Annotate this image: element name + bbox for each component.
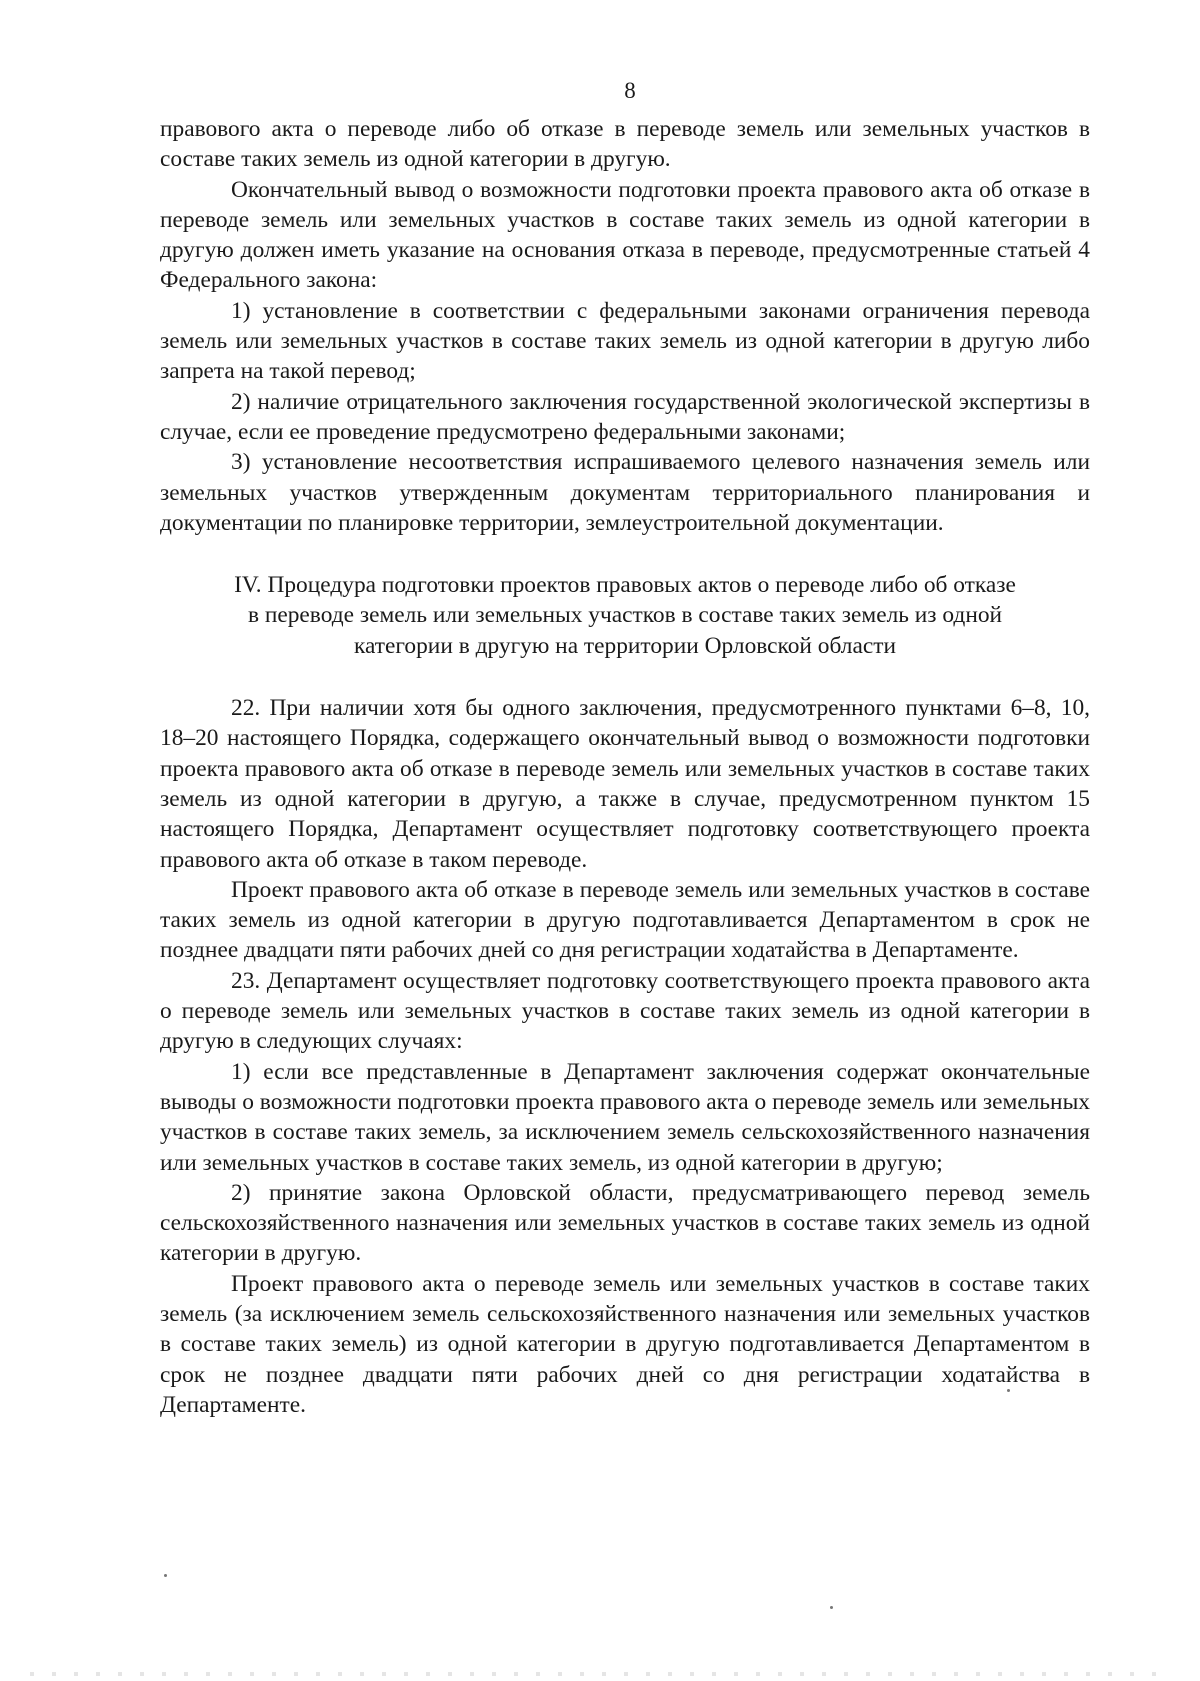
scan-speck bbox=[1007, 1389, 1010, 1392]
list-item: 2) наличие отрицательного заключения государственной экологической экспертизы в случае, если ее проведение предусмотрено федеральными законами; bbox=[160, 388, 1090, 445]
section-heading bbox=[160, 562, 1090, 669]
scan-speck bbox=[164, 1574, 167, 1577]
section-heading-line: в переводе земель или земельных участков в составе таких земель из одной bbox=[247, 602, 1003, 629]
list-item: 1) если все представленные в Департамент заключения содержат окончательные выводы о возможности подготовки проекта правового акта о переводе земель или земельных участков в составе таких земель, за исключением земель сельскохозяйственного назначения или земельных участков в составе таких земель, из одной категории в другую; bbox=[160, 1058, 1090, 1176]
page-number: 8 bbox=[624, 78, 636, 103]
section-heading-line: IV. Процедура подготовки проектов правовых актов о переводе либо об отказе bbox=[234, 572, 1016, 599]
scan-speck bbox=[830, 1606, 833, 1609]
paragraph: Проект правового акта об отказе в переводе земель или земельных участков в составе таких земель из одной категории в другую подготавливается Департаментом в срок не позднее двадцати пяти рабочих дней со дня регистрации ходатайства в Департаменте. bbox=[160, 876, 1090, 964]
paragraph: Проект правового акта о переводе земель или земельных участков в составе таких земель (за исключением земель сельскохозяйственного назначения или земельных участков в составе таких земель) из одной категории в другую подготавливается Департаментом в срок не позднее двадцати пяти рабочих дней со дня регистрации ходатайства в Департаменте. bbox=[160, 1270, 1090, 1418]
paragraph: Окончательный вывод о возможности подготовки проекта правового акта об отказе в переводе земель или земельных участков в составе таких земель из одной категории в другую должен иметь указание на основания отказа в переводе, предусмотренные статьей 4 Федерального закона: bbox=[160, 176, 1090, 294]
scan-edge-noise bbox=[30, 1672, 1170, 1676]
document-body bbox=[160, 114, 1090, 1420]
list-item: 2) принятие закона Орловской области, предусматривающего перевод земель сельскохозяйственного назначения или земельных участков в составе таких земель из одной категории в другую. bbox=[160, 1179, 1090, 1267]
list-item: 3) установление несоответствия испрашиваемого целевого назначения земель или земельных участков утвержденным документам территориального планирования и документации по планировке территории, землеустроительной документации. bbox=[160, 449, 1090, 536]
list-item: 1) установление в соответствии с федеральными законами ограничения перевода земель или земельных участков в составе таких земель из одной категории в другую либо запрета на такой перевод; bbox=[160, 297, 1090, 385]
paragraph: 23. Департамент осуществляет подготовку соответствующего проекта правового акта о переводе земель или земельных участков в составе таких земель из одной категории в другую в следующих случаях: bbox=[160, 967, 1090, 1055]
section-heading-line: категории в другую на территории Орловской области bbox=[354, 632, 896, 659]
paragraph: 22. При наличии хотя бы одного заключения, предусмотренного пунктами 6–8, 10, 18–20 настоящего Порядка, содержащего окончательный вывод о возможности подготовки проекта правового акта об отказе в переводе земель или земельных участков в составе таких земель из одной категории в другую, а также в случае, предусмотренном пунктом 15 настоящего Порядка, Департамент осуществляет подготовку соответствующего проекта правового акта об отказе в таком переводе. bbox=[160, 695, 1090, 873]
paragraph-continuation: правового акта о переводе либо об отказе в переводе земель или земельных участков в составе таких земель из одной категории в другую. bbox=[160, 116, 1090, 173]
